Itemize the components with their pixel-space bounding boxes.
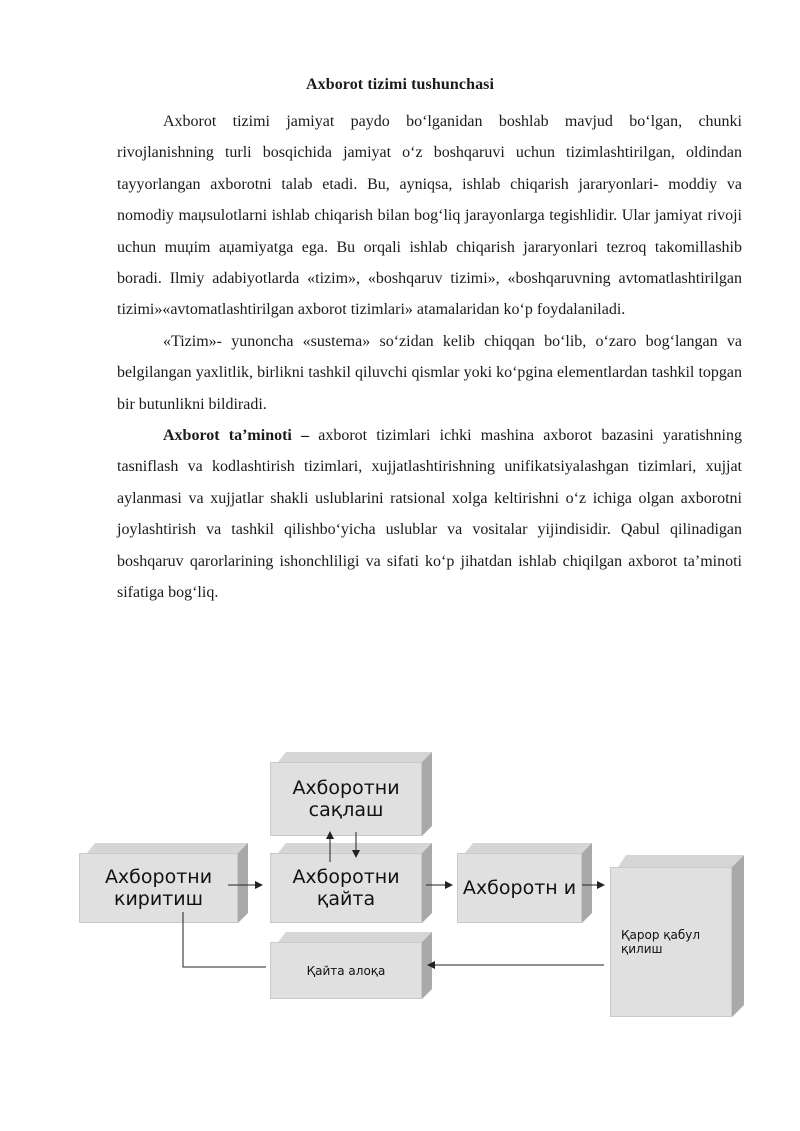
information-flow-diagram [0,740,800,1040]
paragraph-3-term: Axborot ta’minoti – [163,427,310,445]
document-body [117,106,742,609]
paragraph-2: «Tizim»- yunoncha «sustema» so‘zidan kelib chiqqan bo‘lib, o‘zaro bog‘langan va belgilangan yaxlitlik, birlikni tashkil qiluvchi qismlar yoki ko‘pgina elementlardan tashkil topgan bir butunlikni bildiradi. [117,332,742,413]
document-title: Axborot tizimi tushunchasi [305,76,495,93]
paragraph-3-text: axborot tizimlari ichki mashina axborot bazasini yaratishning tasniflash va kodlashtirish tizimlari, xujjatlashtirishning unifikatsiyalashgan tizimlari, xujjat aylanmasi va xujjatlar shakli uslublarini ratsional xolga keltirishni o‘z ichiga olgan axborotni joylashtirish va tashkil qilishbo‘yicha uslublar va vositalar yijindisidir. Qabul qilinadigan boshqaruv qarorlarining ishonchliligi va sifati ko‘p jihatdan ishlab chiqilgan axborot ta’minoti sifatiga bog‘liq. [117,427,743,602]
processing-label: Ахборотни қайта [270,853,422,923]
input-label: Ахборотни киритиш [79,853,238,923]
diagram-arrows [0,740,800,1040]
feedback-label: Қайта алоқа [270,942,422,999]
storage-label: Ахборотни сақлаш [270,762,422,836]
paragraph-3 [117,420,742,608]
decision-label: Қарор қабул қилиш [610,867,732,1017]
paragraph-1: Axborot tizimi jamiyat paydo bo‘lganidan boshlab mavjud bo‘lgan, chunki rivojlanishning turli bosqichida jamiyat o‘z boshqaruvi uchun tizimlashtirilgan, oldindan tayyorlangan axborotni talab etadi. Bu, ayniqsa, ishlab chiqarish jararyonlari- moddiy va nomodiy maџsulotlarni ishlab chiqarish bilan bog‘liq jarayonlarga tegishlidir. Ular jamiyat rivoji uchun muџim aџamiyatga ega. Bu orqali ishlab chiqarish jararyonlari tezroq takomillashib boradi. Ilmiy adabiyotlarda «tizim», «boshqaruv tizimi», «boshqaruvning avtomatlashtirilgan tizimi»«avtomatlashtirilgan axborot tizimlari» atamalaridan ko‘p foydalaniladi. [117,113,742,319]
output-label: Ахборотн и [457,853,582,923]
arrow-feedback-to-input [183,912,266,967]
